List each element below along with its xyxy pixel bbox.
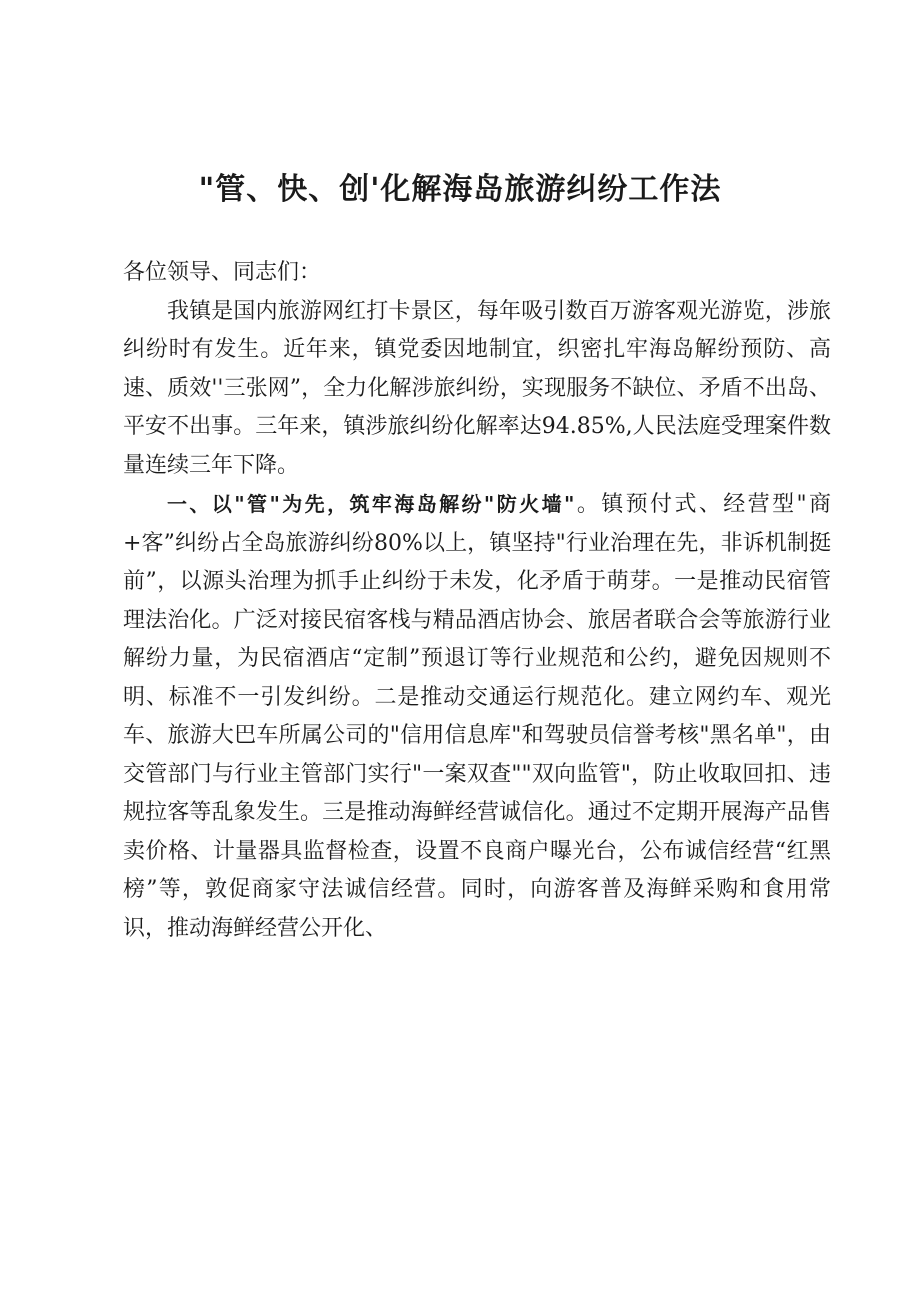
section-1-body: 。镇预付式、经营型"商+客”纠纷占全岛旅游纠纷80%以上，镇坚持"行业治理在先，非诉机制挺前”，以源头治理为抓手止纠纷于未发，化矛盾于萌芽。一是推动民宿管理法治化。广泛对接民宿客栈与精品酒店协会、旅居者联合会等旅游行业解纷力量，为民宿酒店“定制”预退订等行业规范和公约，避免因规则不明、标准不一引发纠纷。二是推动交通运行规范化。建立网约车、观光车、旅游大巴车所属公司的"信用信息库"和驾驶员信誉考核"黑名单"，由交管部门与行业主管部门实行"一案双查""双向监管"，防止收取回扣、违规拉客等乱象发生。三是推动海鲜经营诚信化。通过不定期开展海产品售卖价格、计量器具监督检查，设置不良商户曝光台，公布诚信经营“红黑榜”等，敦促商家守法诚信经营。同时，向游客普及海鲜采购和食用常识，推动海鲜经营公开化、	[123, 492, 831, 941]
greeting-line: 各位领导、同志们：	[123, 260, 322, 285]
intro-paragraph: 我镇是国内旅游网红打卡景区，每年吸引数百万游客观光游览，涉旅纠纷时有发生。近年来，镇党委因地制宜，织密扎牢海岛解纷预防、高速、质效''三张网”，全力化解涉旅纠纷，实现服务不缺位、矛盾不出岛、平安不出事。三年来，镇涉旅纠纷化解率达94.85%,人民法庭受理案件数量连续三年下降。	[123, 298, 831, 478]
document-body	[123, 254, 831, 948]
section-1-heading: 一、以"管"为先，筑牢海岛解纷"防火墙"	[167, 492, 575, 516]
document-title: "管、快、创'化解海岛旅游纠纷工作法	[198, 172, 722, 207]
section-1-paragraph	[123, 485, 831, 948]
